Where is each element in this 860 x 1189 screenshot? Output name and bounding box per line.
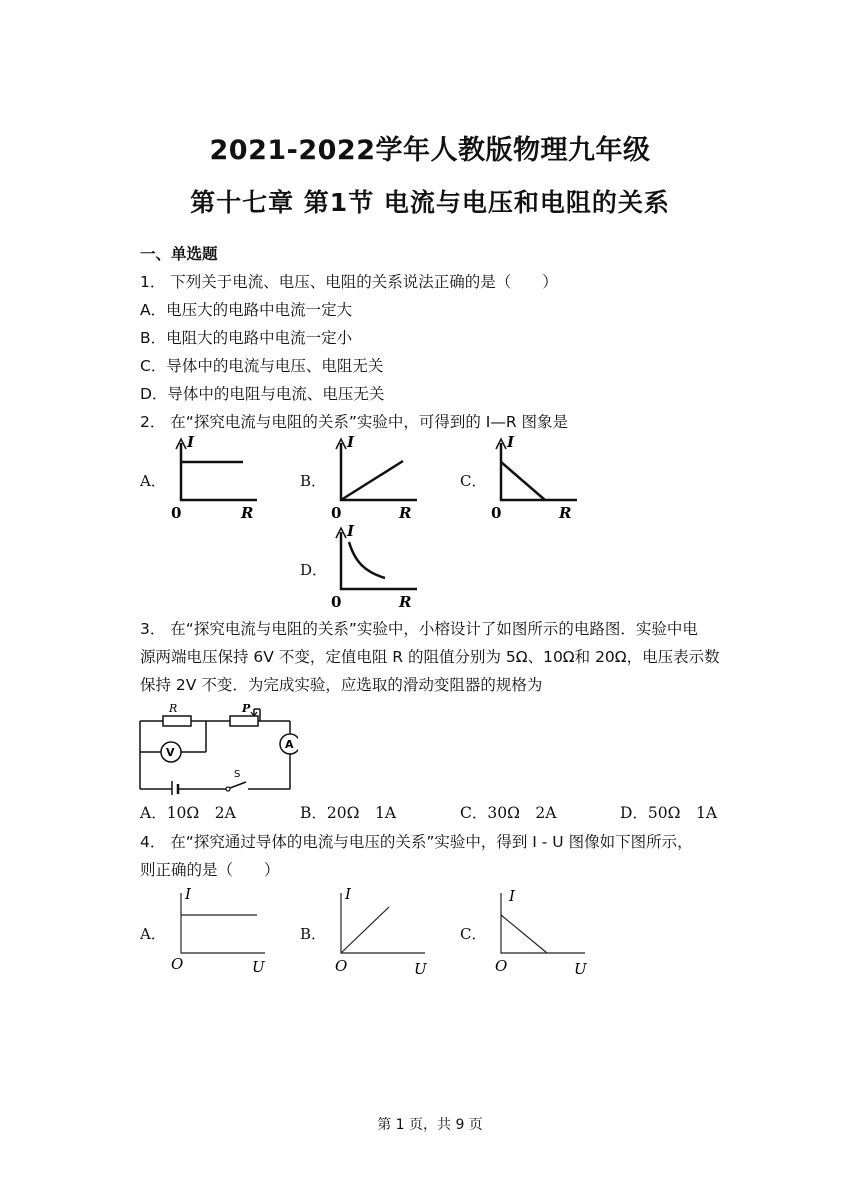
q1-option-b: B．电阻大的电路中电流一定小 [140,329,353,347]
q4-c-origin: O [495,957,508,975]
q4-graph-c [485,885,590,977]
q2-stem: 2． 在“探究电流与电阻的关系”实验中，可得到的 I—R 图象是 [140,413,569,431]
q4-b-axis-y: I [345,885,351,903]
q1-option-c: C．导体中的电流与电压、电阻无关 [140,357,384,375]
page-footer: 第 1 页，共 9 页 [377,1117,483,1133]
q2-a-axis-y: I [187,433,195,451]
rheostat [230,716,258,726]
q3-text-line1: 3． 在“探究电流与电阻的关系”实验中，小榕设计了如图所示的电路图．实验中电 [140,620,698,638]
q3-text-line3: 保持 2V 不变．为完成实验，应选取的滑动变阻器的规格为 [140,676,543,694]
document-subtitle: 第十七章 第1节 电流与电压和电阻的关系 [190,188,670,217]
q3-text-line2: 源两端电压保持 6V 不变，定值电阻 R 的阻值分别为 5Ω、10Ω和 20Ω，电压表示数 [140,648,720,666]
q2-c-curve [501,462,545,500]
q4-c-curve [501,915,547,953]
q4-graph-a [165,885,270,977]
q2-d-origin: 0 [331,593,342,611]
q2-a-origin: 0 [171,504,182,522]
q1-option-d: D．导体中的电阻与电流、电压无关 [140,385,385,403]
section-heading: 一、单选题 [140,245,218,263]
q4-a-axis-x: U [252,958,265,976]
q1-stem: 1． 下列关于电流、电压、电阻的关系说法正确的是（ ） [140,273,558,291]
q2-b-curve [341,461,403,500]
label-a: A [285,738,294,751]
q3-option-d: D．50Ω 1A [620,804,718,822]
q2-label-d: D． [300,561,328,579]
q4-c-axis-y: I [509,887,515,905]
label-s: S [234,769,241,780]
document-title: 2021-2022学年人教版物理九年级 [209,135,651,166]
q3-option-b: B．20Ω 1A [300,804,397,822]
q4-b-origin: O [335,957,348,975]
label-p: P [242,702,251,715]
q4-label-c: C． [460,925,487,943]
q2-label-a: A． [140,472,166,490]
label-v: V [166,746,175,759]
q2-c-origin: 0 [491,504,502,522]
q2-d-axis-y: I [347,522,355,540]
q3-option-a: A．10Ω 2A [140,804,236,822]
q4-b-axis-x: U [414,960,427,977]
q4-a-axis-y: I [185,885,191,903]
q2-c-axis-y: I [507,433,515,451]
q2-graph-d [325,522,425,612]
label-r: R [169,702,178,715]
q2-a-axis-x: R [241,504,254,522]
q4-text-line1: 4． 在“探究通过导体的电流与电压的关系”实验中，得到 I - U 图像如下图所示， [140,833,693,851]
q2-d-axis-x: R [399,593,412,611]
q1-option-a: A．电压大的电路中电流一定大 [140,301,353,319]
q4-label-a: A． [140,925,166,943]
q4-graph-b [325,885,430,977]
q2-graph-c [485,433,585,523]
q4-b-curve [341,907,389,953]
q2-graph-b [325,433,425,523]
q2-graph-a [165,433,265,523]
q3-option-c: C．30Ω 2A [460,804,557,822]
q2-b-origin: 0 [331,504,342,522]
q2-b-axis-x: R [399,504,412,522]
resistor-r [163,716,191,726]
q2-b-axis-y: I [347,433,355,451]
q4-text-line2: 则正确的是（ ） [140,861,280,879]
q4-c-axis-x: U [574,960,587,977]
switch [226,787,230,791]
q4-label-b: B． [300,925,327,943]
q2-c-axis-x: R [559,504,572,522]
q2-label-c: C． [460,472,487,490]
q2-d-curve [349,542,385,578]
q4-a-origin: O [171,955,184,973]
q2-label-b: B． [300,472,327,490]
q3-circuit-diagram [138,697,298,795]
